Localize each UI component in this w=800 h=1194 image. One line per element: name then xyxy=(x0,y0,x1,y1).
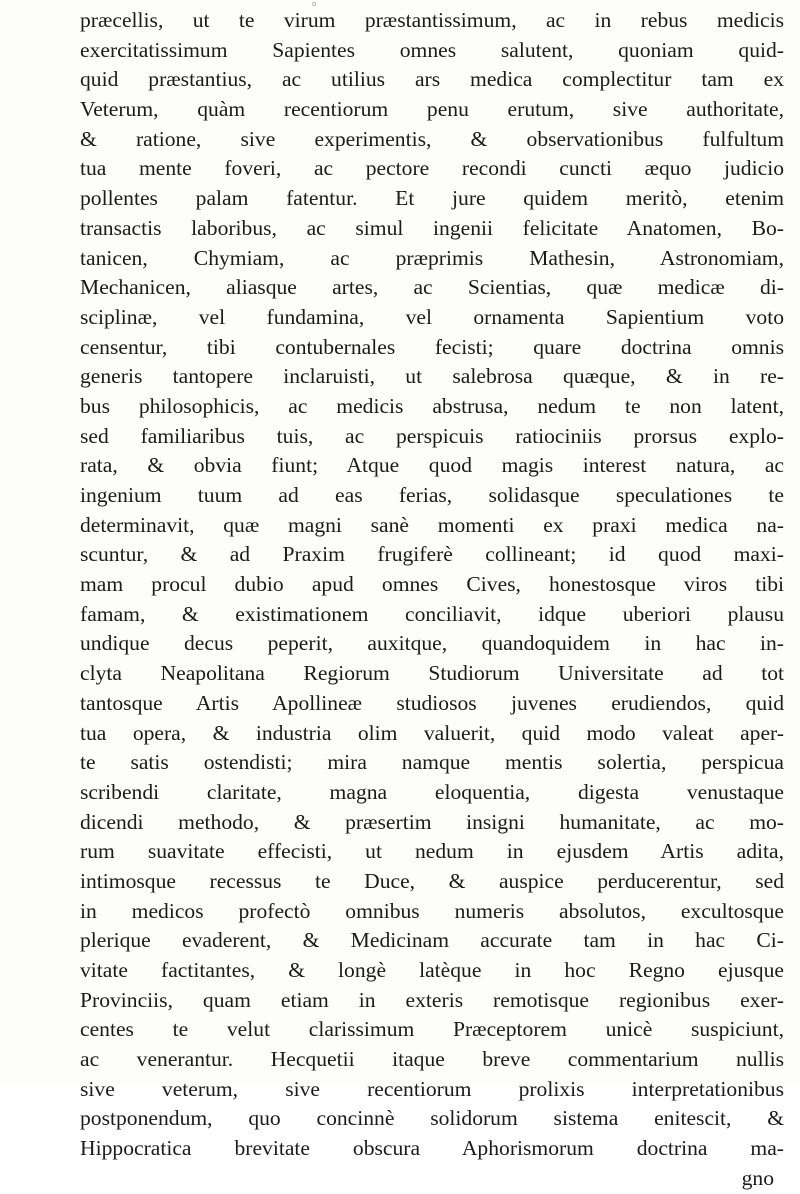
text-line: censentur, tibi contubernales fecisti; quare doctrina omnis xyxy=(80,334,784,359)
text-line: undique decus peperit, auxitque, quandoquidem in hac in- xyxy=(80,631,784,656)
text-line: in medicos profectò omnibus numeris absolutos, excultosque xyxy=(80,898,784,923)
text-line: bus philosophicis, ac medicis abstrusa, nedum te non latent, xyxy=(80,393,784,418)
text-line: ac venerantur. Hecquetii itaque breve commentarium nullis xyxy=(80,1047,784,1072)
body-text xyxy=(80,6,784,1194)
text-line: Hippocratica brevitate obscura Aphorismorum doctrina ma- xyxy=(80,1136,784,1161)
text-line: & ratione, sive experimentis, & observationibus fulfultum xyxy=(80,126,784,151)
text-line: scuntur, & ad Praxim frugiferè collineant; id quod maxi- xyxy=(80,542,784,567)
text-line: quid præstantius, ac utilius ars medica complectitur tam ex xyxy=(80,67,784,92)
text-line: determinavit, quæ magni sanè momenti ex praxi medica na- xyxy=(80,512,784,537)
text-line: rata, & obvia fiunt; Atque quod magis interest natura, ac xyxy=(80,453,784,478)
text-line: Veterum, quàm recentiorum penu erutum, sive authoritate, xyxy=(80,97,784,122)
text-line: centes te velut clarissimum Præceptorem unicè suspiciunt, xyxy=(80,1017,784,1042)
text-line: mam procul dubio apud omnes Cives, honestosque viros tibi xyxy=(80,572,784,597)
text-line: tanicen, Chymiam, ac præprimis Mathesin, Astronomiam, xyxy=(80,245,784,270)
catchword: gno xyxy=(741,1165,774,1190)
text-line: tua opera, & industria olim valuerit, quid modo valeat aper- xyxy=(80,720,784,745)
text-line: plerique evaderent, & Medicinam accurate tam in hac Ci- xyxy=(80,928,784,953)
text-line: Provinciis, quam etiam in exteris remotisque regionibus exer- xyxy=(80,987,784,1012)
text-line: tua mente foveri, ac pectore recondi cuncti æquo judicio xyxy=(80,156,784,181)
text-line: Mechanicen, aliasque artes, ac Scientias, quæ medicæ di- xyxy=(80,275,784,300)
text-line: famam, & existimationem conciliavit, idque uberiori plausu xyxy=(80,601,784,626)
text-line: sed familiaribus tuis, ac perspicuis ratiociniis prorsus explo- xyxy=(80,423,784,448)
text-line: exercitatissimum Sapientes omnes salutent, quoniam quid- xyxy=(80,37,784,62)
text-line: rum suavitate effecisti, ut nedum in ejusdem Artis adita, xyxy=(80,839,784,864)
text-line: postponendum, quo concinnè solidorum sistema enitescit, & xyxy=(80,1106,784,1131)
text-line: tantosque Artis Apollineæ studiosos juvenes erudiendos, quid xyxy=(80,690,784,715)
text-line: præcellis, ut te virum præstantissimum, ac in rebus medicis xyxy=(80,8,784,32)
text-line: intimosque recessus te Duce, & auspice perducerentur, sed xyxy=(80,868,784,893)
text-line: transactis laboribus, ac simul ingenii felicitate Anatomen, Bo- xyxy=(80,215,784,240)
text-line: te satis ostendisti; mira namque mentis solertia, perspicua xyxy=(80,750,784,775)
text-line: pollentes palam fatentur. Et jure quidem meritò, etenim xyxy=(80,186,784,211)
text-line: clyta Neapolitana Regiorum Studiorum Universitate ad tot xyxy=(80,661,784,686)
text-line: dicendi methodo, & præsertim insigni humanitate, ac mo- xyxy=(80,809,784,834)
text-line: sciplinæ, vel fundamina, vel ornamenta Sapientium voto xyxy=(80,304,784,329)
top-mark: o xyxy=(312,0,317,8)
text-line: ingenium tuum ad eas ferias, solidasque speculationes te xyxy=(80,483,784,507)
text-line: vitate factitantes, & longè latèque in hoc Regno ejusque xyxy=(80,958,784,982)
text-line: scribendi claritate, magna eloquentia, digesta venustaque xyxy=(80,779,784,804)
text-line: generis tantopere inclaruisti, ut salebrosa quæque, & in re- xyxy=(80,364,784,389)
text-line: sive veterum, sive recentiorum prolixis interpretationibus xyxy=(80,1076,784,1101)
